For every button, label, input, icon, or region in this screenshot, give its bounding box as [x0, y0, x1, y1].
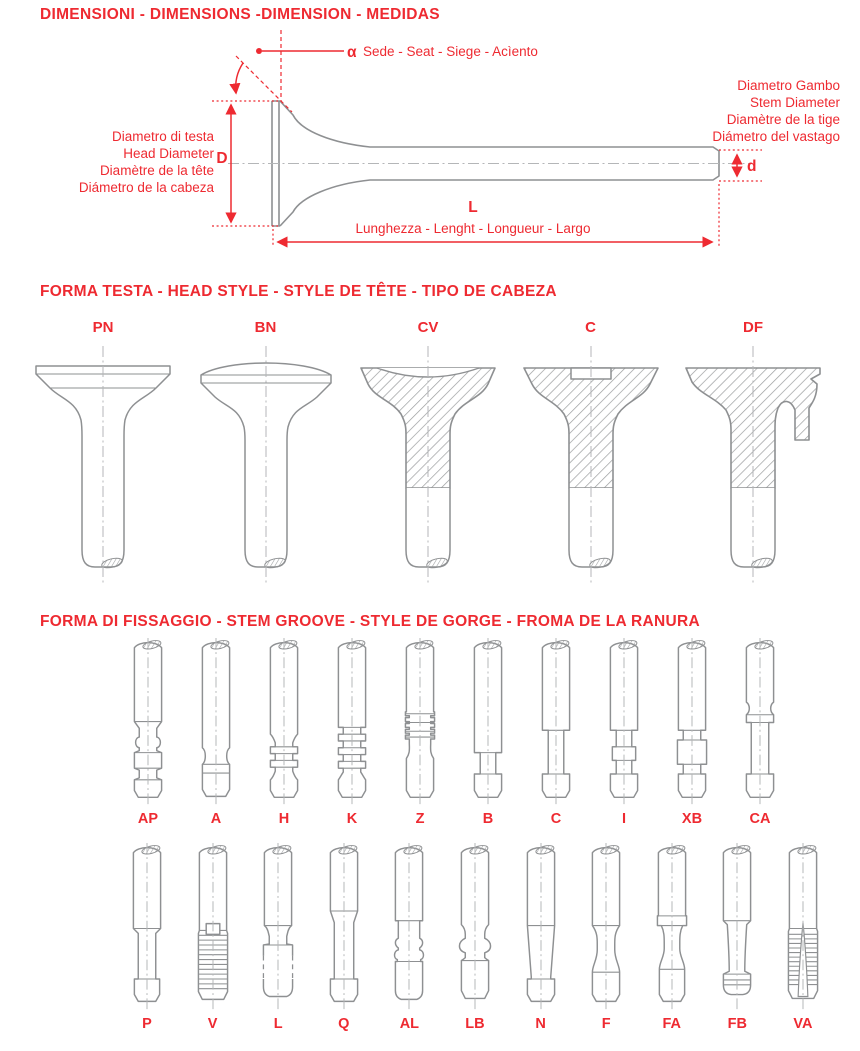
stem-groove-lb-code: LB	[465, 1016, 485, 1032]
valve-dimension-diagram	[0, 0, 860, 268]
valve-profile-drawing	[228, 101, 750, 226]
head-style-cv-code: CV	[417, 319, 439, 336]
head-style-df	[678, 318, 828, 588]
length-label: Lunghezza - Lenght - Longueur - Largo	[355, 221, 591, 236]
stem-groove-ap	[119, 638, 177, 828]
stem-groove-fb-figure	[709, 843, 765, 1013]
stem-diameter-line-fr: Diamètre de la tige	[726, 112, 840, 127]
stem-groove-al-figure	[381, 843, 437, 1013]
head-diameter-line-en: Head Diameter	[123, 146, 214, 161]
head-style-df-code: DF	[743, 319, 763, 336]
stem-groove-va-figure	[775, 843, 831, 1013]
stem-groove-a-code: A	[210, 811, 222, 827]
stem-groove-i-code: I	[621, 811, 627, 827]
stem-groove-p	[118, 843, 176, 1033]
stem-groove-n	[512, 843, 570, 1033]
stem-diameter-line-it: Diametro Gambo	[737, 78, 840, 93]
stem-groove-l-code: L	[273, 1016, 283, 1032]
stem-groove-z-figure	[392, 638, 448, 808]
stem-groove-f	[577, 843, 635, 1033]
stem-groove-f-code: F	[601, 1016, 611, 1032]
stem-groove-p-code: P	[142, 1016, 152, 1032]
head-style-cv	[353, 318, 503, 588]
stem-groove-n-figure	[513, 843, 569, 1013]
stem-groove-v-figure	[185, 843, 241, 1013]
head-style-pn-figure	[28, 338, 178, 588]
stem-diameter-line-es: Diámetro del vastago	[712, 129, 840, 144]
head-style-c-figure	[516, 338, 666, 588]
stem-groove-ap-figure	[120, 638, 176, 808]
stem-groove-fb	[708, 843, 766, 1033]
stem-groove-al	[380, 843, 438, 1033]
stem-groove-a	[187, 638, 245, 828]
stem-groove-f-figure	[578, 843, 634, 1013]
stem-groove-c	[527, 638, 585, 828]
stem-groove-fa-figure	[644, 843, 700, 1013]
stem-groove-v	[184, 843, 242, 1033]
stem-groove-n-code: N	[535, 1016, 546, 1032]
stem-groove-al-code: AL	[399, 1016, 420, 1032]
stem-groove-v-code: V	[207, 1016, 218, 1032]
stem-groove-i-figure	[596, 638, 652, 808]
stem-groove-lb	[446, 843, 504, 1033]
head-style-bn-code: BN	[254, 319, 277, 336]
head-style-bn-figure	[191, 338, 341, 588]
stem-groove-k-figure	[324, 638, 380, 808]
stem-groove-fb-code: FB	[727, 1016, 748, 1032]
length-symbol: L	[468, 199, 478, 216]
stem-groove-h-figure	[256, 638, 312, 808]
stem-groove-fa	[643, 843, 701, 1033]
head-style-c	[516, 318, 666, 588]
section-title-head-style: FORMA TESTA - HEAD STYLE - STYLE DE TÊTE - TIPO DE CABEZA	[40, 283, 557, 300]
section-title-dimensions: DIMENSIONI - DIMENSIONS -DIMENSION - MEDIDAS	[40, 6, 440, 23]
stem-groove-i	[595, 638, 653, 828]
stem-groove-l	[249, 843, 307, 1033]
head-style-pn	[28, 318, 178, 588]
head-style-df-figure	[678, 338, 828, 588]
stem-groove-row-2	[118, 843, 832, 1033]
stem-groove-l-figure	[250, 843, 306, 1013]
alpha-symbol: α	[347, 44, 357, 61]
stem-diameter-symbol: d	[747, 158, 757, 175]
seat-angle-annotation	[236, 30, 538, 112]
head-style-c-code: C	[585, 319, 596, 336]
head-styles-row	[28, 318, 828, 588]
stem-groove-c-figure	[528, 638, 584, 808]
stem-groove-ca-figure	[732, 638, 788, 808]
stem-groove-h	[255, 638, 313, 828]
stem-groove-q-figure	[316, 843, 372, 1013]
head-diameter-line-fr: Diamètre de la tête	[99, 163, 214, 178]
stem-groove-va	[774, 843, 832, 1033]
head-diameter-symbol: D	[216, 150, 228, 167]
stem-groove-ca-code: CA	[749, 811, 771, 827]
stem-groove-va-code: VA	[793, 1016, 813, 1032]
stem-groove-p-figure	[119, 843, 175, 1013]
stem-groove-c-code: C	[550, 811, 562, 827]
seat-label: Sede - Seat - Siege - Acìento	[363, 44, 538, 59]
stem-groove-b	[459, 638, 517, 828]
stem-groove-xb	[663, 638, 721, 828]
stem-groove-xb-code: XB	[681, 811, 703, 827]
stem-groove-k	[323, 638, 381, 828]
head-style-bn	[191, 318, 341, 588]
stem-groove-fa-code: FA	[662, 1016, 682, 1032]
stem-groove-xb-figure	[664, 638, 720, 808]
stem-groove-row-1	[119, 638, 789, 828]
head-diameter-line-es: Diámetro de la cabeza	[78, 180, 214, 195]
section-title-stem-groove: FORMA DI FISSAGGIO - STEM GROOVE - STYLE DE GORGE - FROMA DE LA RANURA	[40, 613, 700, 630]
stem-groove-ca	[731, 638, 789, 828]
stem-diameter-line-en: Stem Diameter	[749, 95, 840, 110]
stem-groove-q	[315, 843, 373, 1033]
stem-groove-k-code: K	[346, 811, 358, 827]
stem-groove-h-code: H	[278, 811, 290, 827]
stem-groove-b-code: B	[482, 811, 494, 827]
stem-groove-z-code: Z	[415, 811, 425, 827]
stem-groove-lb-figure	[447, 843, 503, 1013]
head-style-pn-code: PN	[92, 319, 114, 336]
head-diameter-line-it: Diametro di testa	[111, 129, 214, 144]
stem-groove-ap-code: AP	[137, 811, 159, 827]
stem-groove-q-code: Q	[338, 1016, 350, 1032]
length-annotation	[278, 199, 712, 242]
stem-groove-a-figure	[188, 638, 244, 808]
stem-groove-b-figure	[460, 638, 516, 808]
head-style-cv-figure	[353, 338, 503, 588]
stem-groove-z	[391, 638, 449, 828]
